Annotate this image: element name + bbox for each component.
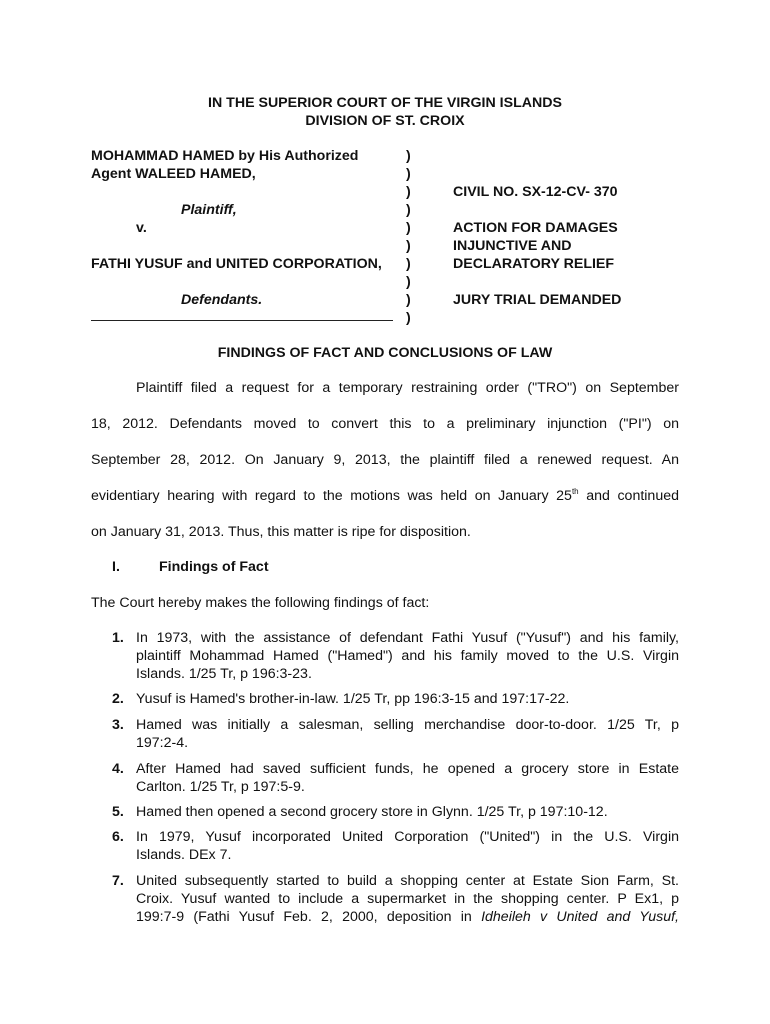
findings-lead: The Court hereby makes the following findings of fact: [91, 595, 430, 611]
document-title: FINDINGS OF FACT AND CONCLUSIONS OF LAW [217, 345, 553, 361]
paren: ) [406, 166, 411, 182]
finding-line: United subsequently started to build a shopping center at Estate Sion Farm, St. [136, 873, 679, 889]
intro-line-text: and continued [578, 488, 679, 504]
intro-line-text: evidentiary hearing with regard to the motions was held on January 25 [91, 488, 572, 504]
action-line-3: DECLARATORY RELIEF [453, 256, 615, 272]
finding-line [136, 909, 679, 925]
finding-line: After Hamed had saved sufficient funds, he opened a grocery store in Estate [136, 761, 679, 777]
caption-rule [91, 320, 393, 321]
finding-line: Croix. Yusuf wanted to include a supermarket in the shopping center. P Ex1, p [136, 891, 679, 907]
paren: ) [406, 148, 411, 164]
paren: ) [406, 202, 411, 218]
intro-line: 18, 2012. Defendants moved to convert this to a preliminary injunction ("PI") on [91, 416, 679, 432]
intro-line: September 28, 2012. On January 9, 2013, the plaintiff filed a renewed request. An [91, 452, 679, 468]
finding-line: In 1979, Yusuf incorporated United Corporation ("United") in the U.S. Virgin [136, 829, 679, 845]
action-line-1: ACTION FOR DAMAGES [453, 220, 618, 236]
finding-line: plaintiff Mohammad Hamed ("Hamed") and his family moved to the U.S. Virgin [136, 648, 679, 664]
plaintiff-name: MOHAMMAD HAMED by His Authorized [91, 148, 359, 164]
finding-number: 3. [112, 717, 124, 733]
finding-number: 7. [112, 873, 124, 889]
intro-line [91, 488, 679, 504]
paren: ) [406, 184, 411, 200]
finding-line: Islands. DEx 7. [136, 847, 232, 863]
jury-demand: JURY TRIAL DEMANDED [453, 292, 622, 308]
finding-line: 197:2-4. [136, 735, 189, 751]
finding-number: 2. [112, 691, 124, 707]
finding-number: 4. [112, 761, 124, 777]
defendants-name: FATHI YUSUF and UNITED CORPORATION, [91, 256, 382, 272]
intro-line: on January 31, 2013. Thus, this matter is ripe for disposition. [91, 524, 471, 540]
finding-line: Carlton. 1/25 Tr, p 197:5-9. [136, 779, 305, 795]
finding-line: Hamed was initially a salesman, selling merchandise door-to-door. 1/25 Tr, p [136, 717, 679, 733]
finding-line: Islands. 1/25 Tr, p 196:3-23. [136, 666, 312, 682]
finding-number: 1. [112, 630, 124, 646]
versus: v. [136, 220, 147, 236]
paren: ) [406, 256, 411, 272]
plaintiff-role: Plaintiff, [181, 202, 237, 218]
defendants-role: Defendants. [181, 292, 263, 308]
court-division: DIVISION OF ST. CROIX [305, 113, 465, 129]
paren: ) [406, 220, 411, 236]
section-title: Findings of Fact [159, 559, 269, 575]
case-citation: Idheileh v United and Yusuf, [481, 909, 679, 925]
ordinal-suffix: th [571, 487, 579, 496]
paren: ) [406, 274, 411, 290]
intro-line: Plaintiff filed a request for a temporary restraining order ("TRO") on September [136, 380, 679, 396]
court-name: IN THE SUPERIOR COURT OF THE VIRGIN ISLANDS [208, 95, 562, 111]
finding-line: Hamed then opened a second grocery store in Glynn. 1/25 Tr, p 197:10-12. [136, 804, 608, 820]
paren: ) [406, 310, 411, 326]
finding-line: In 1973, with the assistance of defendant Fathi Yusuf ("Yusuf") and his family, [136, 630, 679, 646]
finding-number: 5. [112, 804, 124, 820]
paren: ) [406, 292, 411, 308]
section-number: I. [112, 559, 120, 575]
paren: ) [406, 238, 411, 254]
plaintiff-agent: Agent WALEED HAMED, [91, 166, 256, 182]
finding-line: Yusuf is Hamed's brother-in-law. 1/25 Tr, pp 196:3-15 and 197:17-22. [136, 691, 570, 707]
action-line-2: INJUNCTIVE AND [453, 238, 572, 254]
finding-text: 199:7-9 (Fathi Yusuf Feb. 2, 2000, deposition in [136, 909, 482, 925]
civil-number: CIVIL NO. SX-12-CV- 370 [453, 184, 618, 200]
finding-number: 6. [112, 829, 124, 845]
